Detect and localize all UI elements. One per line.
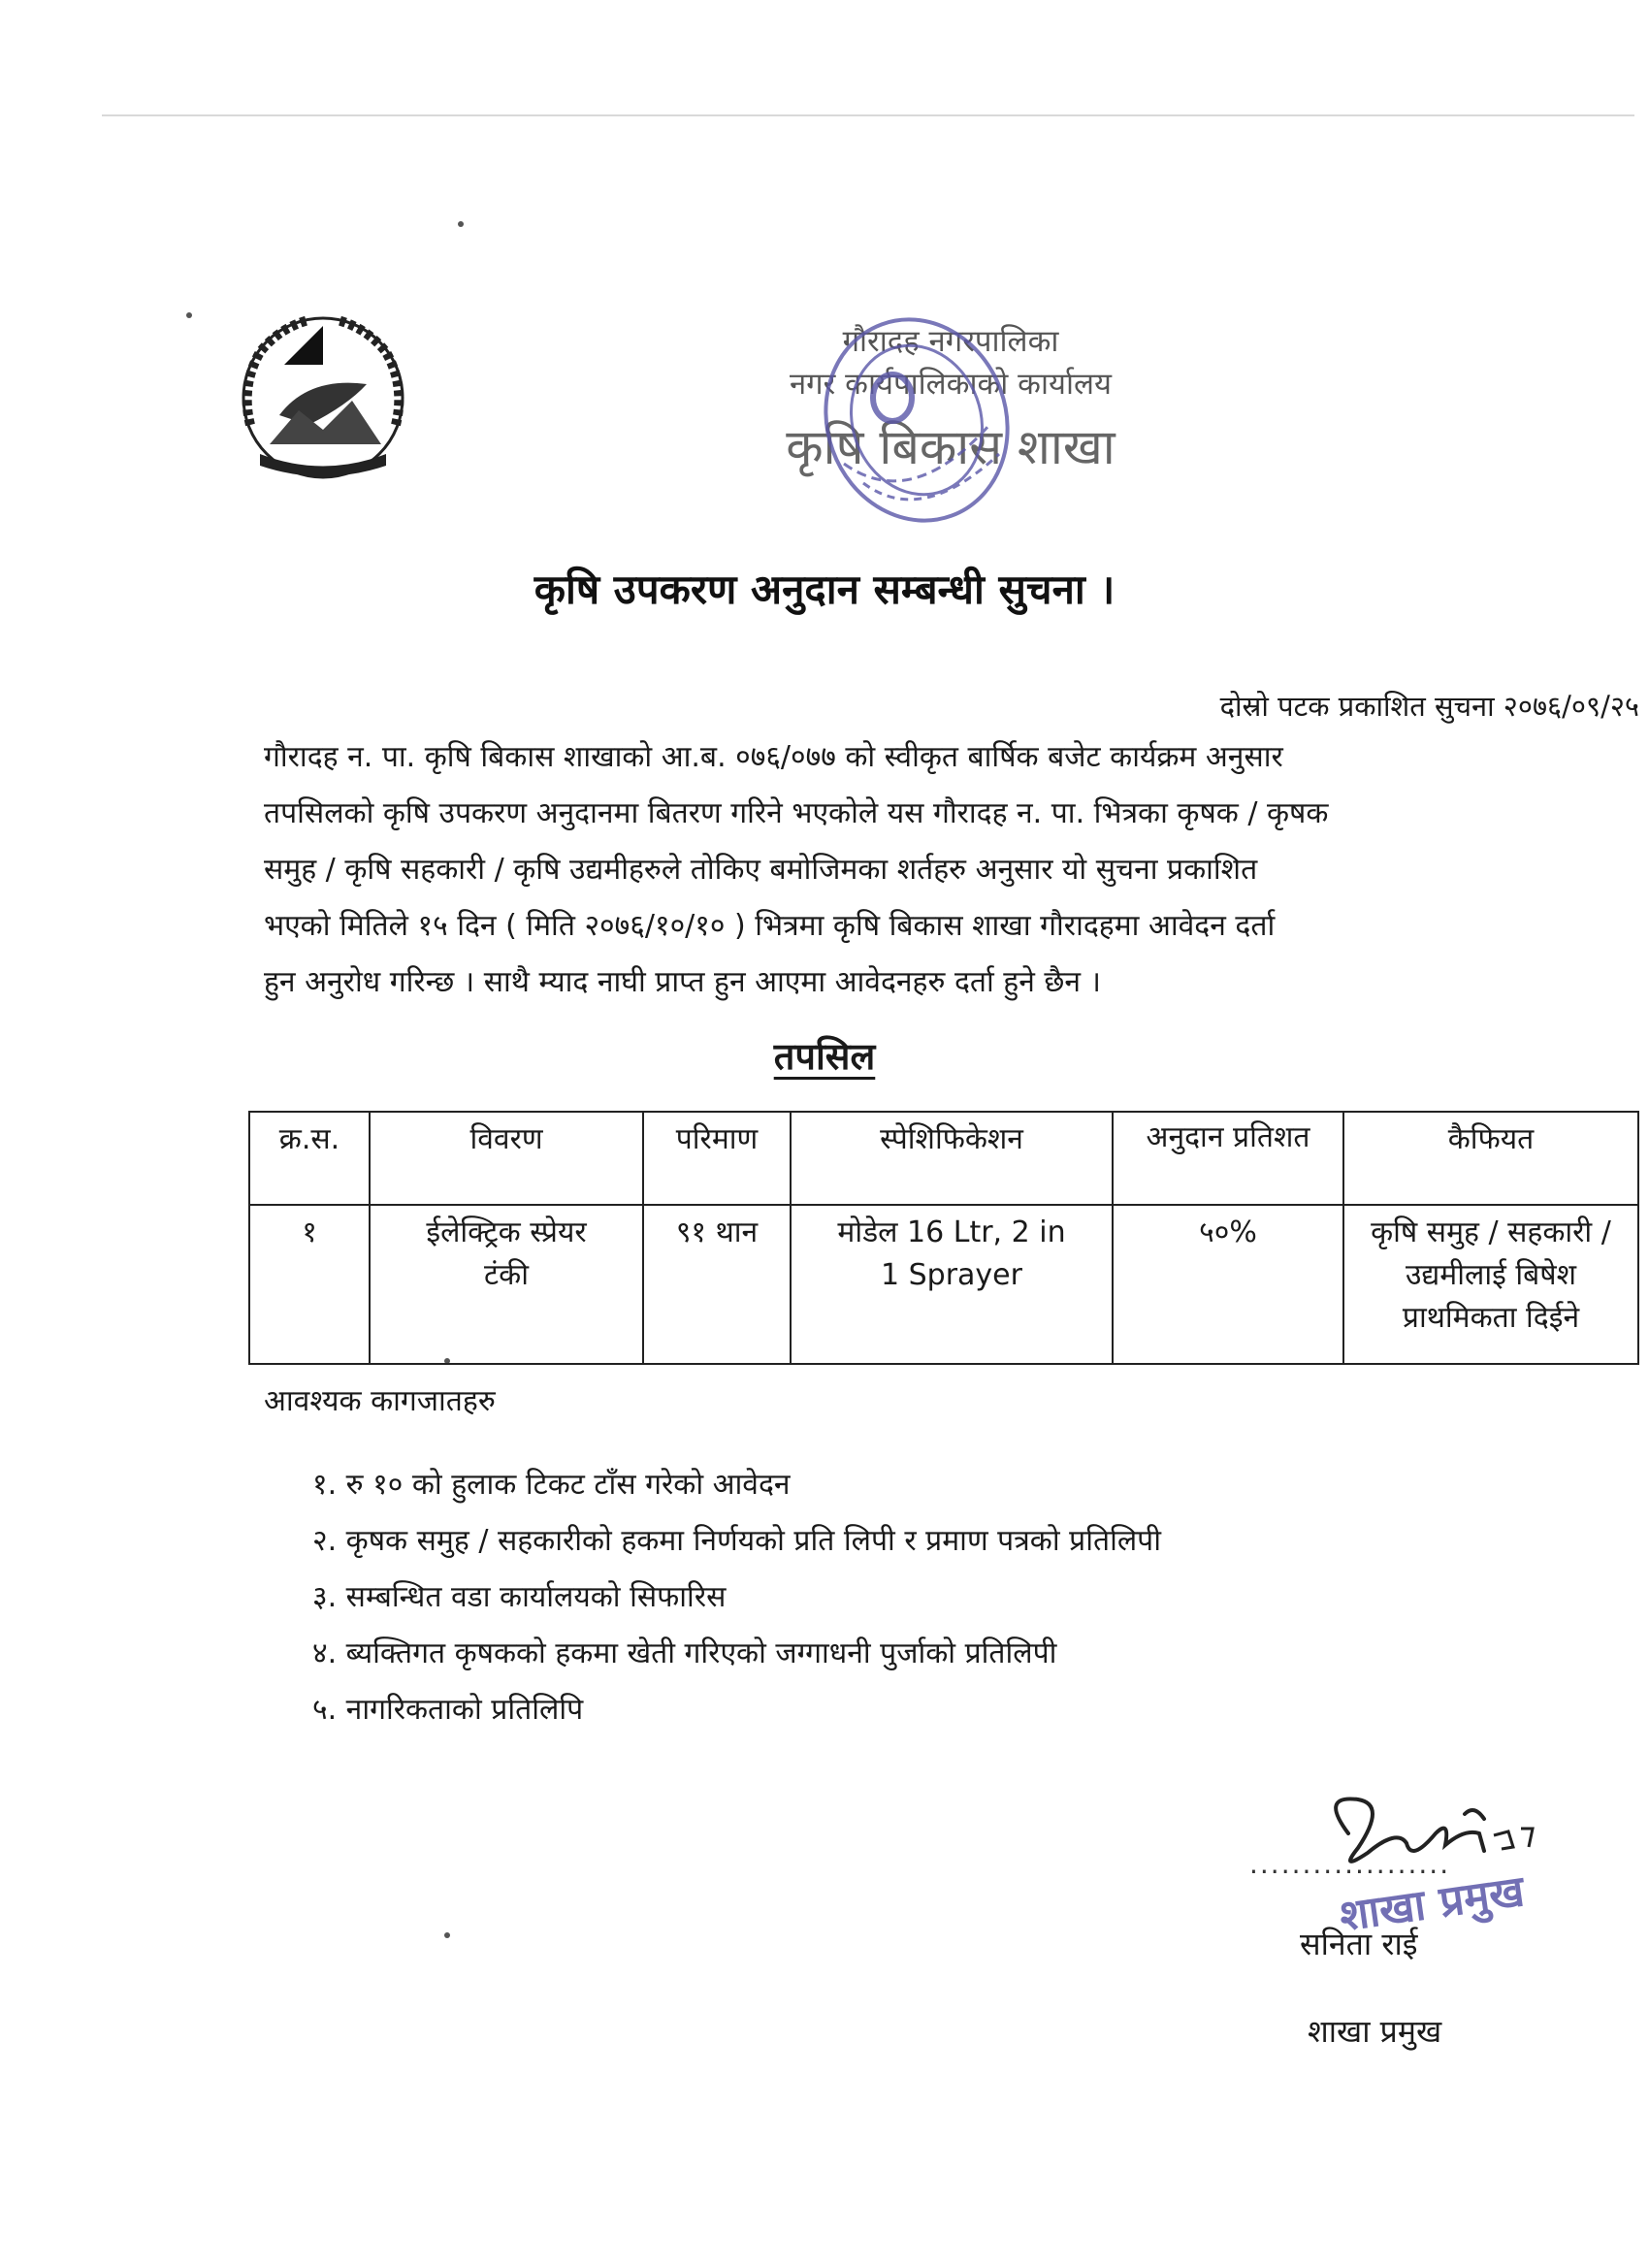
municipality-name: गौरादह नगरपालिका <box>842 324 1059 359</box>
signature-stamp: शाखा प्रमुख <box>1336 1866 1528 1942</box>
table-row <box>249 1205 1638 1364</box>
scan-speck <box>444 1932 450 1938</box>
scan-speck <box>186 312 192 318</box>
col-specification: स्पेशिफिकेशन <box>791 1112 1113 1205</box>
subsidy-table <box>248 1111 1639 1365</box>
scan-speck <box>458 221 464 227</box>
body-line: तपसिलको कृषि उपकरण अनुदानमा बितरण गरिने भएकोले यस गौरादह न. पा. भित्रका कृषक / कृषक <box>264 796 1329 830</box>
notice-body <box>264 729 1639 1011</box>
signer-name: सनिता राई <box>1300 1926 1418 1962</box>
col-description: विवरण <box>370 1112 643 1205</box>
body-line: भएको मितिले १५ दिन ( मिति २०७६/१०/१० ) भित्रमा कृषि बिकास शाखा गौरादहमा आवेदन दर्ता <box>264 909 1276 943</box>
notice-title: कृषि उपकरण अनुदान सम्बन्धी सुचना । <box>534 566 1116 613</box>
list-item: ३. सम्बन्धित वडा कार्यालयको सिफारिस <box>312 1580 727 1614</box>
col-subsidy-percent: अनुदान प्रतिशत <box>1113 1112 1343 1205</box>
cell-remarks: कृषि समुह / सहकारी / उद्यमीलाई बिषेश प्राथमिकता दिईने <box>1343 1205 1638 1364</box>
body-line: समुह / कृषि सहकारी / कृषि उद्यमीहरुले तोकिए बमोजिमका शर्तहरु अनुसार यो सुचना प्रकाशित <box>264 853 1258 887</box>
col-remarks: कैफियत <box>1343 1112 1638 1205</box>
signature-line: ................... <box>1249 1848 1451 1880</box>
section-heading-text: तपसिल <box>773 1035 876 1078</box>
required-docs-heading: आवश्यक कागजातहरु <box>264 1384 496 1418</box>
col-quantity: परिमाण <box>643 1112 791 1205</box>
branch-name: कृषि बिकास शाखा <box>786 419 1116 475</box>
publication-date: दोस्रो पटक प्रकाशित सुचना २०७६/०९/२५ <box>1219 690 1639 723</box>
cell-specification: मोडेल 16 Ltr, 2 in 1 Sprayer <box>791 1205 1113 1364</box>
cell-subsidy-percent: ५०% <box>1113 1205 1343 1364</box>
cell-quantity: ९१ थान <box>643 1205 791 1364</box>
section-heading <box>0 1030 1649 1081</box>
top-rule <box>102 114 1634 116</box>
col-serial: क्र.स. <box>249 1112 370 1205</box>
list-item: ५. नागरिकताको प्रतिलिपि <box>312 1693 584 1727</box>
nepal-emblem-icon <box>231 308 415 489</box>
cell-serial: १ <box>249 1205 370 1364</box>
office-stamp-icon <box>757 308 1077 551</box>
body-line: हुन अनुरोध गरिन्छ । साथै म्याद नाघी प्राप्त हुन आएमा आवेदनहरु दर्ता हुने छैन । <box>264 965 1101 999</box>
list-item: २. कृषक समुह / सहकारीको हकमा निर्णयको प्रति लिपी र प्रमाण पत्रको प्रतिलिपी <box>312 1524 1161 1558</box>
required-docs-list <box>312 1457 1161 1738</box>
body-line: गौरादह न. पा. कृषि बिकास शाखाको आ.ब. ०७६/०७७ को स्वीकृत बार्षिक बजेट कार्यक्रम अनुसार <box>264 740 1283 774</box>
list-item: ४. ब्यक्तिगत कृषकको हकमा खेती गरिएको जग्गाधनी पुर्जाको प्रतिलिपी <box>312 1636 1057 1670</box>
table-header-row <box>249 1112 1638 1205</box>
cell-description: ईलेक्ट्रिक स्प्रेयर टंकी <box>370 1205 643 1364</box>
signer-designation: शाखा प्रमुख <box>1308 2013 1442 2050</box>
office-name: नगर कार्यपालिकाको कार्यालय <box>789 367 1113 402</box>
list-item: १. रु १० को हुलाक टिकट टाँस गरेको आवेदन <box>312 1468 791 1502</box>
